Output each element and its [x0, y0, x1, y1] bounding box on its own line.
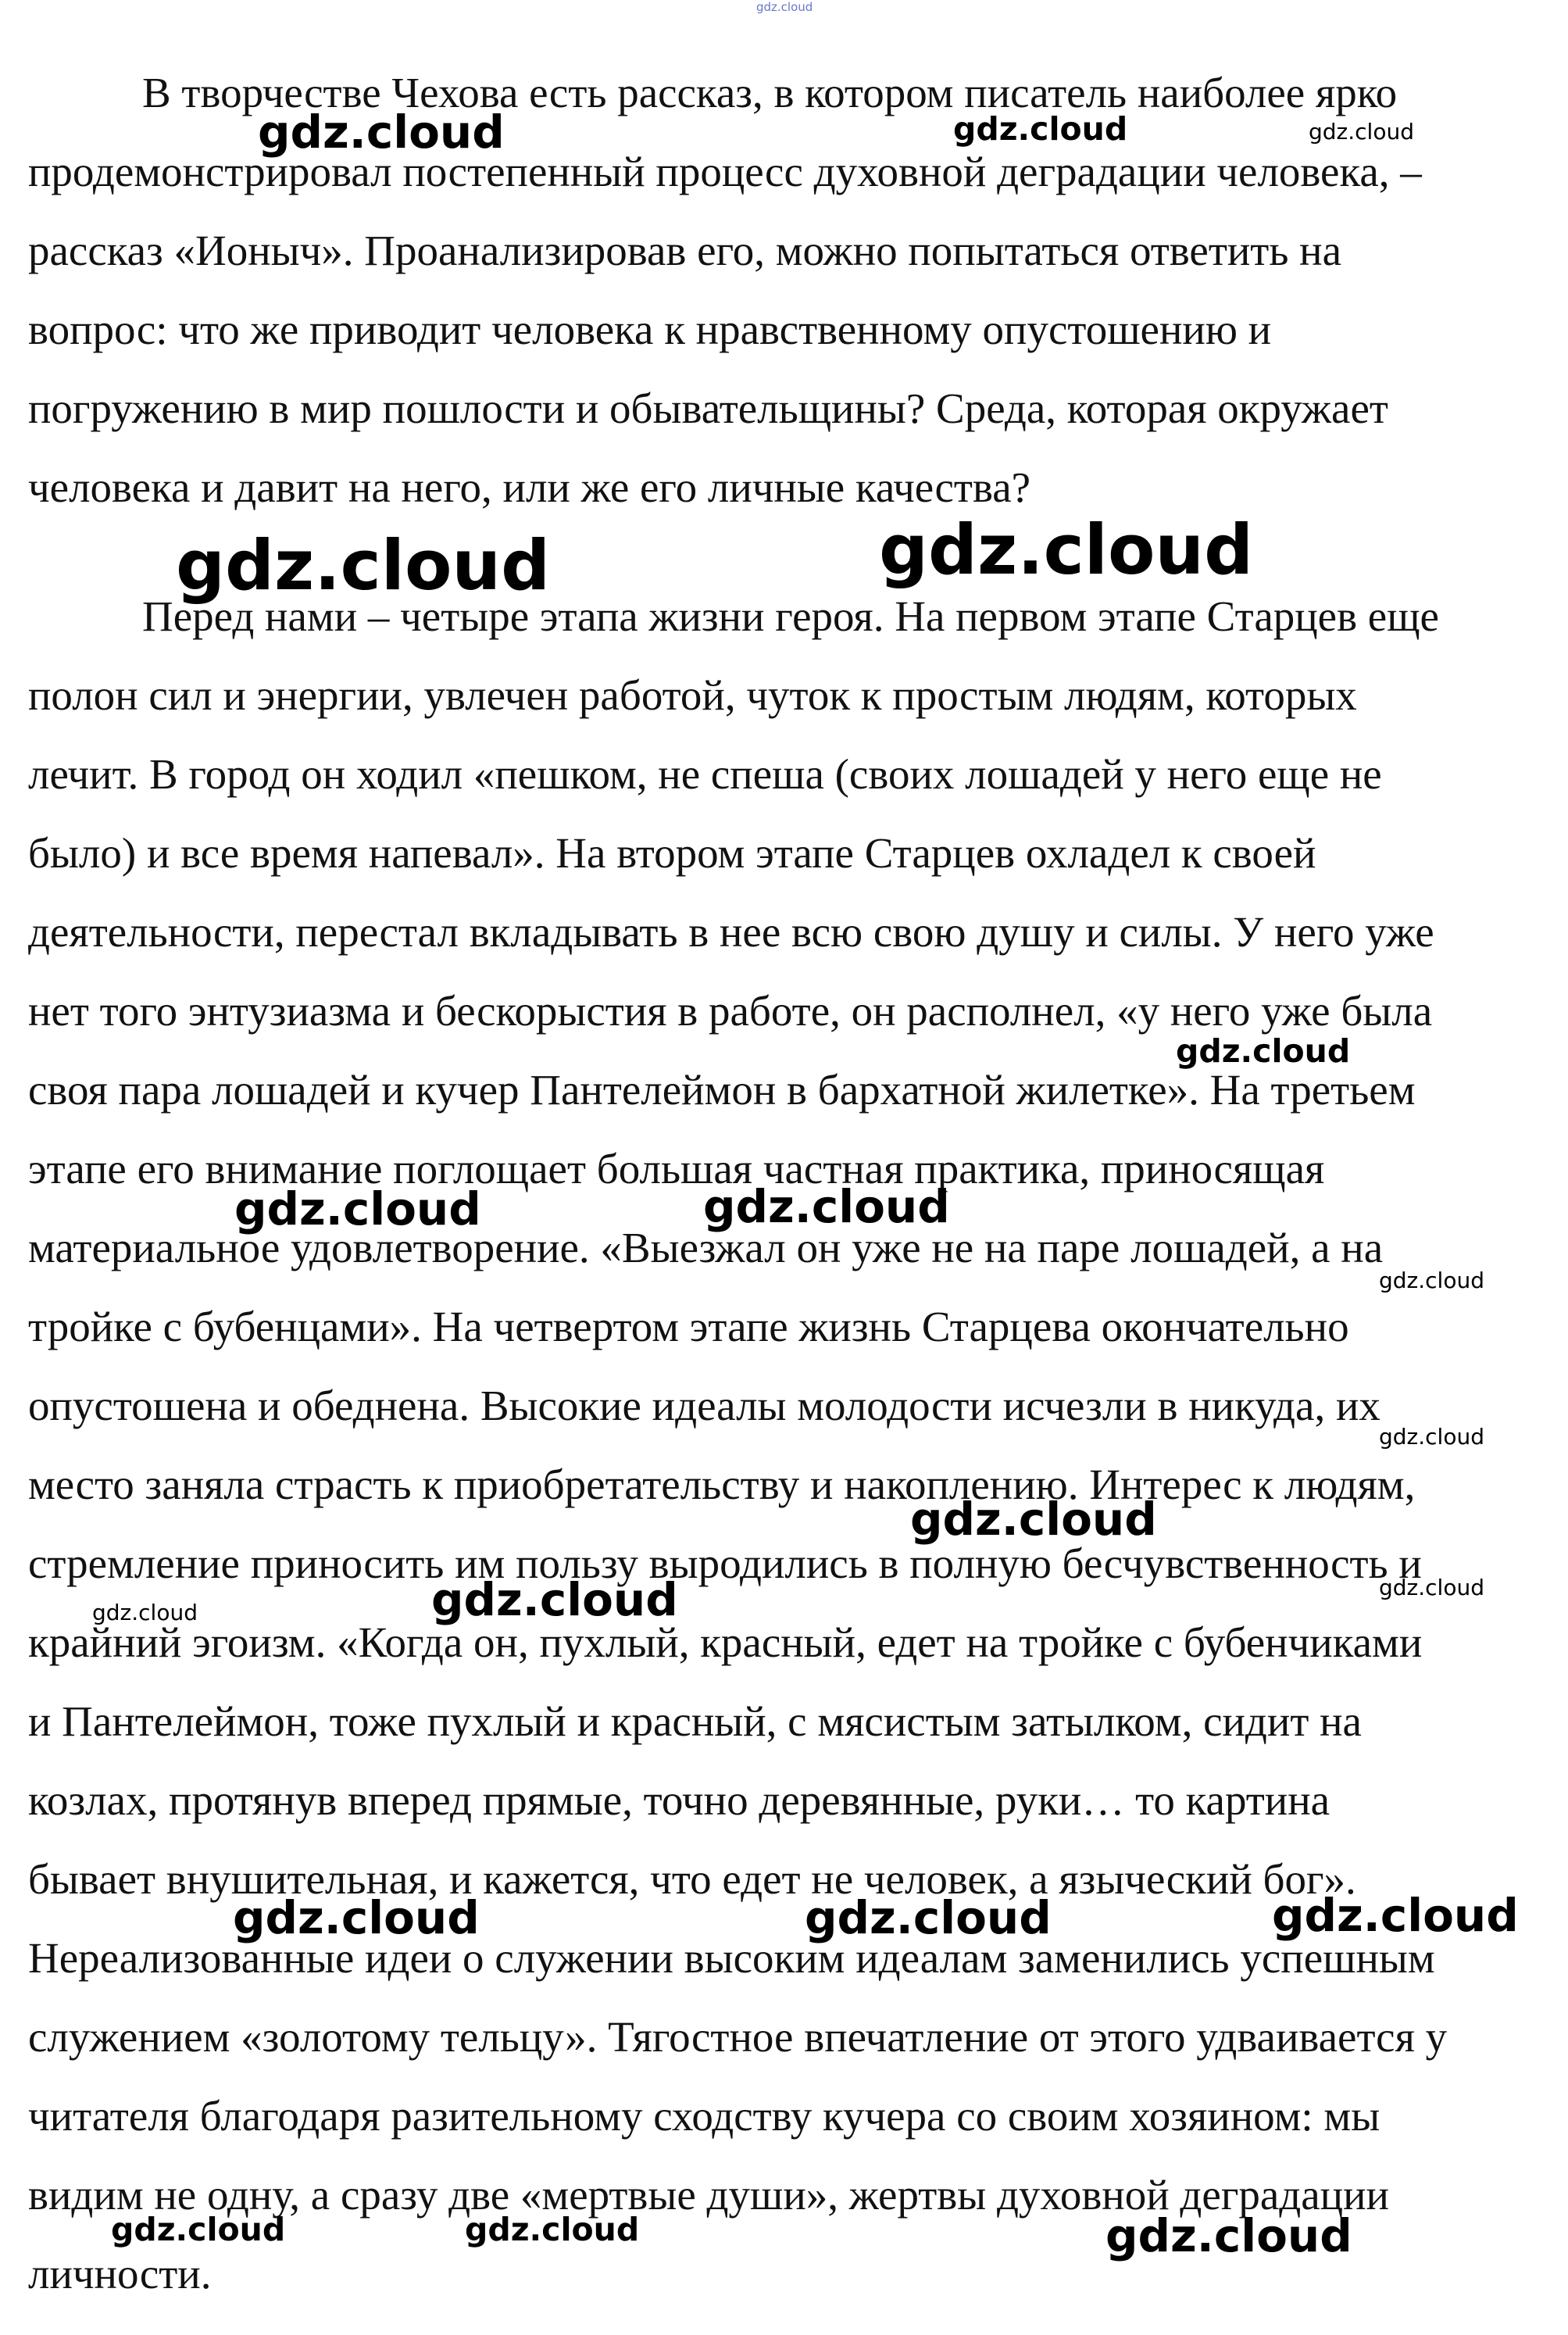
watermark: gdz.cloud: [1105, 2209, 1352, 2262]
paragraph-line: деятельности, перестал вкладывать в нее всю свою душу и силы. У него уже: [28, 908, 1434, 956]
watermark: gdz.cloud: [431, 1573, 678, 1626]
watermark: gdz.cloud: [111, 2211, 286, 2248]
paragraph-line: бывает внушительная, и кажется, что едет не человек, а языческий бог».: [28, 1855, 1356, 1903]
paragraph-line: нет того энтузиазма и бескорыстия в работе, он располнел, «у него уже была: [28, 987, 1433, 1035]
watermark: gdz.cloud: [1176, 1032, 1351, 1070]
paragraph-line: опустошена и обеднена. Высокие идеалы молодости исчезли в никуда, их: [28, 1382, 1380, 1429]
watermark: gdz.cloud: [1379, 1424, 1484, 1450]
paragraph-line: личности.: [28, 2250, 212, 2297]
watermark: gdz.cloud: [465, 2211, 640, 2248]
watermark: gdz.cloud: [756, 0, 813, 14]
paragraph-line: служением «золотому тельцу». Тягостное впечатление от этого удваивается у: [28, 2013, 1448, 2061]
watermark: gdz.cloud: [1272, 1889, 1519, 1942]
paragraph-line: Перед нами – четыре этапа жизни героя. На первом этапе Старцев еще: [142, 592, 1439, 640]
watermark: gdz.cloud: [1379, 1575, 1484, 1600]
watermark: gdz.cloud: [1379, 1268, 1484, 1293]
paragraph-line: человека и давит на него, или же его личные качества?: [28, 463, 1031, 511]
watermark: gdz.cloud: [805, 1891, 1052, 1944]
paragraph-line: лечит. В город он ходил «пешком, не спеша (своих лошадей у него еще не: [28, 750, 1382, 798]
paragraph-line: видим не одну, а сразу две «мертвые души», жертвы духовной деградации: [28, 2171, 1389, 2219]
watermark: gdz.cloud: [92, 1600, 198, 1625]
watermark: gdz.cloud: [703, 1180, 950, 1233]
paragraph-line: Нереализованные идеи о служении высоким идеалам заменились успешным: [28, 1934, 1435, 1982]
paragraph-line: полон сил и энергии, увлечен работой, чуток к простым людям, которых: [28, 671, 1357, 719]
watermark: gdz.cloud: [233, 1891, 480, 1944]
paragraph-2: [28, 577, 1552, 2313]
paragraph-line: место заняла страсть к приобретательству и накоплению. Интерес к людям,: [28, 1461, 1416, 1508]
paragraph-line: материальное удовлетворение. «Выезжал он уже не на паре лошадей, а на: [28, 1224, 1384, 1271]
watermark: gdz.cloud: [258, 105, 505, 159]
watermark: gdz.cloud: [910, 1493, 1157, 1546]
paragraph-line: вопрос: что же приводит человека к нравственному опустошению и: [28, 306, 1272, 353]
paragraph-line: было) и все время напевал». На втором этапе Старцев охладел к своей: [28, 829, 1316, 877]
paragraph-line: козлах, протянув вперед прямые, точно деревянные, руки… то картина: [28, 1776, 1330, 1824]
paragraph-line: погружению в мир пошлости и обывательщины? Среда, которая окружает: [28, 384, 1388, 432]
paragraph-line: тройке с бубенцами». На четвертом этапе жизнь Старцева окончательно: [28, 1303, 1349, 1350]
paragraph-line: рассказ «Ионыч». Проанализировав его, можно попытаться ответить на: [28, 227, 1342, 274]
paragraph-line: стремление приносить им пользу выродились в полную бесчувственность и: [28, 1539, 1422, 1587]
watermark: gdz.cloud: [1309, 119, 1414, 145]
paragraph-line: крайний эгоизм. «Когда он, пухлый, красный, едет на тройке с бубенчиками: [28, 1618, 1423, 1666]
paragraph-line: и Пантелеймон, тоже пухлый и красный, с мясистым затылком, сидит на: [28, 1697, 1362, 1745]
watermark: gdz.cloud: [176, 525, 551, 606]
paragraph-line: продемонстрировал постепенный процесс духовной деградации человека, –: [28, 148, 1422, 195]
paragraph-line: В творчестве Чехова есть рассказ, в котором писатель наиболее ярко: [142, 69, 1398, 116]
paragraph-line: этапе его внимание поглощает большая частная практика, приносящая: [28, 1145, 1325, 1193]
paragraph-line: своя пара лошадей и кучер Пантелеймон в бархатной жилетке». На третьем: [28, 1066, 1416, 1114]
watermark: gdz.cloud: [234, 1182, 481, 1235]
watermark: gdz.cloud: [879, 510, 1254, 590]
paragraph-line: читателя благодаря разительному сходству кучера со своим хозяином: мы: [28, 2092, 1380, 2140]
watermark: gdz.cloud: [953, 110, 1128, 148]
